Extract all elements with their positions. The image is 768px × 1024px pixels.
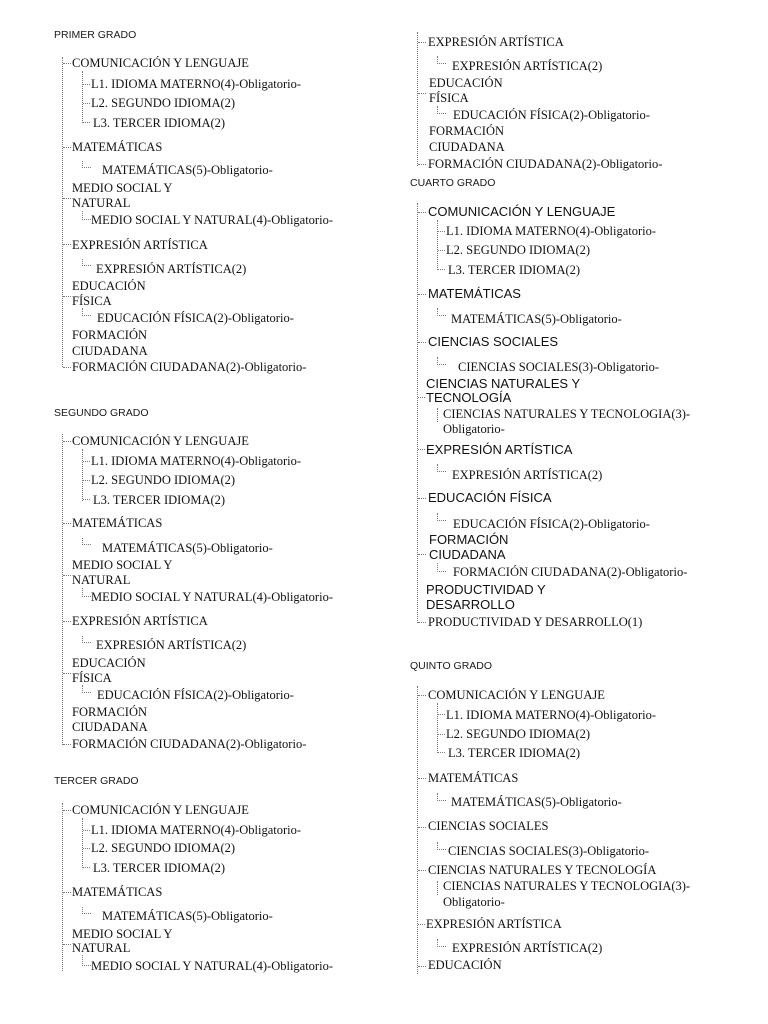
subject-medio-line1[interactable]: MEDIO SOCIAL Y <box>72 181 173 195</box>
tree-branch <box>63 673 71 674</box>
tree-branch <box>418 397 425 398</box>
tree-branch <box>83 122 90 123</box>
subject-productividad-line2[interactable]: DESARROLLO <box>426 597 515 612</box>
tree-branch <box>438 752 445 753</box>
course-l3[interactable]: L3. TERCER IDIOMA(2) <box>93 861 226 875</box>
course-naturales-line1[interactable]: CIENCIAS NATURALES Y TECNOLOGIA(3)- <box>443 407 691 421</box>
subject-expresion[interactable]: EXPRESIÓN ARTÍSTICA <box>428 35 564 49</box>
course-formacion[interactable]: FORMACIÓN CIUDADANA(2)-Obligatorio- <box>72 737 307 751</box>
course-educacion[interactable]: EDUCACIÓN FÍSICA(2)-Obligatorio- <box>97 688 294 702</box>
subject-medio-line1[interactable]: MEDIO SOCIAL Y <box>72 558 173 572</box>
course-l1[interactable]: L1. IDIOMA MATERNO(4)-Obligatorio- <box>446 224 657 238</box>
course-l3[interactable]: L3. TERCER IDIOMA(2) <box>93 116 226 130</box>
course-expresion[interactable]: EXPRESIÓN ARTÍSTICA(2) <box>452 468 603 482</box>
subject-educacion-line1[interactable]: EDUCACIÓN <box>72 656 146 670</box>
course-matematicas[interactable]: MATEMÁTICAS(5)-Obligatorio- <box>451 312 622 326</box>
tree-branch <box>63 744 71 745</box>
tree-branch <box>418 778 426 779</box>
subject-naturales-line1[interactable]: CIENCIAS NATURALES Y <box>426 376 581 391</box>
tree-elbow <box>82 308 91 316</box>
tree-sub-trunk <box>82 818 83 868</box>
tree-elbow <box>437 563 446 572</box>
subject-sociales[interactable]: CIENCIAS SOCIALES <box>428 334 559 349</box>
course-naturales-line2[interactable]: Obligatorio- <box>443 895 505 909</box>
tree-branch <box>63 244 71 245</box>
tree-trunk <box>62 803 63 971</box>
tree-elbow <box>82 211 91 220</box>
tree-elbow <box>437 408 438 422</box>
tree-elbow <box>82 161 91 168</box>
course-matematicas[interactable]: MATEMÁTICAS(5)-Obligatorio- <box>102 909 273 923</box>
tree-elbow <box>437 308 446 316</box>
tree-branch <box>418 93 426 94</box>
course-l2[interactable]: L2. SEGUNDO IDIOMA(2) <box>446 727 591 741</box>
grade-title-quinto: QUINTO GRADO <box>410 660 493 672</box>
tree-branch <box>418 966 426 967</box>
tree-branch <box>63 575 71 576</box>
tree-branch <box>418 449 425 450</box>
course-formacion[interactable]: FORMACIÓN CIUDADANA(2)-Obligatorio- <box>428 157 663 171</box>
tree-branch <box>63 63 71 64</box>
course-sociales[interactable]: CIENCIAS SOCIALES(3)-Obligatorio- <box>458 360 660 374</box>
subject-matematicas[interactable]: MATEMÁTICAS <box>428 771 519 785</box>
tree-trunk <box>417 32 418 166</box>
subject-medio-line2[interactable]: NATURAL <box>72 573 131 587</box>
subject-expresion[interactable]: EXPRESIÓN ARTÍSTICA <box>72 238 208 252</box>
course-medio[interactable]: MEDIO SOCIAL Y NATURAL(4)-Obligatorio- <box>91 590 333 604</box>
tree-branch <box>63 944 71 945</box>
tree-branch <box>418 498 426 499</box>
tree-branch <box>418 42 426 43</box>
course-formacion[interactable]: FORMACIÓN CIUDADANA(2)-Obligatorio- <box>72 360 307 374</box>
subject-educacion-line1[interactable]: EDUCACIÓN <box>429 76 503 90</box>
tree-branch <box>83 848 90 849</box>
course-productividad[interactable]: PRODUCTIVIDAD Y DESARROLLO(1) <box>428 615 643 629</box>
course-expresion[interactable]: EXPRESIÓN ARTÍSTICA(2) <box>452 941 603 955</box>
subject-formacion-line1[interactable]: FORMACIÓN <box>72 328 148 342</box>
tree-branch <box>418 695 426 696</box>
tree-branch <box>83 480 90 481</box>
subject-formacion-line1[interactable]: FORMACIÓN <box>72 705 148 719</box>
subject-formacion-line2[interactable]: CIUDADANA <box>429 140 505 154</box>
tree-branch <box>83 830 90 831</box>
subject-educacion-line2[interactable]: FÍSICA <box>72 294 112 308</box>
tree-elbow <box>437 513 446 521</box>
course-matematicas[interactable]: MATEMÁTICAS(5)-Obligatorio- <box>451 795 622 809</box>
tree-branch <box>438 734 445 735</box>
tree-branch <box>63 296 71 297</box>
subject-educacion-line2[interactable]: FÍSICA <box>72 671 112 685</box>
course-medio[interactable]: MEDIO SOCIAL Y NATURAL(4)-Obligatorio- <box>91 213 333 227</box>
tree-branch <box>438 714 445 715</box>
tree-trunk <box>417 686 418 974</box>
subject-educacion-line2[interactable]: FÍSICA <box>429 91 469 105</box>
subject-educacion-line1[interactable]: EDUCACIÓN <box>72 279 146 293</box>
tree-elbow <box>82 588 91 597</box>
course-l3[interactable]: L3. TERCER IDIOMA(2) <box>93 493 226 507</box>
subject-comunicacion[interactable]: COMUNICACIÓN Y LENGUAJE <box>428 688 605 702</box>
course-sociales[interactable]: CIENCIAS SOCIALES(3)-Obligatorio- <box>448 844 650 858</box>
course-medio[interactable]: MEDIO SOCIAL Y NATURAL(4)-Obligatorio- <box>91 959 333 973</box>
course-naturales-line1[interactable]: CIENCIAS NATURALES Y TECNOLOGIA(3)- <box>443 879 691 893</box>
tree-elbow <box>437 357 446 365</box>
tree-branch <box>438 231 445 232</box>
course-l3[interactable]: L3. TERCER IDIOMA(2) <box>448 746 581 760</box>
tree-sub-trunk <box>82 71 83 123</box>
tree-trunk <box>417 203 418 623</box>
tree-branch <box>438 269 445 270</box>
subject-expresion[interactable]: EXPRESIÓN ARTÍSTICA <box>426 917 562 931</box>
subject-formacion-line2[interactable]: CIUDADANA <box>429 547 506 562</box>
subject-educacion[interactable]: EDUCACIÓN FÍSICA <box>428 490 552 505</box>
tree-elbow <box>437 842 446 850</box>
tree-trunk <box>62 434 63 745</box>
tree-branch <box>418 164 426 165</box>
tree-elbow <box>82 538 91 545</box>
tree-elbow <box>82 636 91 643</box>
tree-branch <box>83 103 90 104</box>
subject-matematicas[interactable]: MATEMÁTICAS <box>72 516 163 530</box>
tree-branch <box>418 870 426 871</box>
course-l1[interactable]: L1. IDIOMA MATERNO(4)-Obligatorio- <box>446 708 657 722</box>
tree-branch <box>83 867 90 868</box>
tree-branch <box>418 827 426 828</box>
subject-formacion-line1[interactable]: FORMACIÓN <box>429 532 509 547</box>
subject-formacion-line2[interactable]: CIUDADANA <box>72 344 148 358</box>
tree-branch <box>63 198 71 199</box>
course-l2[interactable]: L2. SEGUNDO IDIOMA(2) <box>91 473 236 487</box>
tree-sub-trunk <box>437 703 438 753</box>
tree-branch <box>63 621 71 622</box>
tree-branch <box>83 84 90 85</box>
tree-branch <box>83 461 90 462</box>
course-educacion[interactable]: EDUCACIÓN FÍSICA(2)-Obligatorio- <box>453 108 650 122</box>
course-l2[interactable]: L2. SEGUNDO IDIOMA(2) <box>91 96 236 110</box>
subject-formacion-line1[interactable]: FORMACIÓN <box>429 124 505 138</box>
tree-elbow <box>437 881 438 895</box>
grade-title-cuarto: CUARTO GRADO <box>410 177 496 189</box>
subject-comunicacion[interactable]: COMUNICACIÓN Y LENGUAJE <box>72 434 249 448</box>
subject-matematicas[interactable]: MATEMÁTICAS <box>72 885 163 899</box>
subject-matematicas[interactable]: MATEMÁTICAS <box>72 140 163 154</box>
tree-trunk <box>62 57 63 367</box>
subject-sociales[interactable]: CIENCIAS SOCIALES <box>428 819 549 833</box>
tree-sub-trunk <box>437 220 438 270</box>
course-expresion[interactable]: EXPRESIÓN ARTÍSTICA(2) <box>96 638 247 652</box>
subject-educacion[interactable]: EDUCACIÓN <box>428 958 502 972</box>
tree-branch <box>418 212 426 213</box>
course-expresion[interactable]: EXPRESIÓN ARTÍSTICA(2) <box>452 59 603 73</box>
tree-branch <box>418 554 426 555</box>
tree-branch <box>83 499 90 500</box>
grade-title-tercero: TERCER GRADO <box>54 775 139 787</box>
tree-branch <box>418 294 426 295</box>
tree-branch <box>418 342 426 343</box>
subject-medio-line1[interactable]: MEDIO SOCIAL Y <box>72 927 173 941</box>
course-educacion[interactable]: EDUCACIÓN FÍSICA(2)-Obligatorio- <box>97 311 294 325</box>
course-l2[interactable]: L2. SEGUNDO IDIOMA(2) <box>446 243 591 257</box>
course-formacion[interactable]: FORMACIÓN CIUDADANA(2)-Obligatorio- <box>453 565 688 579</box>
course-l3[interactable]: L3. TERCER IDIOMA(2) <box>448 263 581 277</box>
subject-medio-line2[interactable]: NATURAL <box>72 196 131 210</box>
subject-comunicacion[interactable]: COMUNICACIÓN Y LENGUAJE <box>72 56 249 70</box>
subject-naturales-line2[interactable]: TECNOLOGÍA <box>426 390 512 405</box>
tree-branch <box>418 924 425 925</box>
tree-elbow <box>437 793 446 801</box>
subject-comunicacion[interactable]: COMUNICACIÓN Y LENGUAJE <box>428 204 616 219</box>
course-l1[interactable]: L1. IDIOMA MATERNO(4)-Obligatorio- <box>91 823 302 837</box>
subject-comunicacion[interactable]: COMUNICACIÓN Y LENGUAJE <box>72 803 249 817</box>
tree-elbow <box>82 685 91 693</box>
course-matematicas[interactable]: MATEMÁTICAS(5)-Obligatorio- <box>102 541 273 555</box>
tree-branch <box>63 147 71 148</box>
tree-elbow <box>437 464 446 472</box>
tree-elbow <box>82 259 91 266</box>
course-expresion[interactable]: EXPRESIÓN ARTÍSTICA(2) <box>96 262 247 276</box>
tree-elbow <box>437 106 446 114</box>
tree-elbow <box>437 56 446 64</box>
tree-elbow <box>437 939 446 947</box>
tree-branch <box>63 810 71 811</box>
subject-expresion[interactable]: EXPRESIÓN ARTÍSTICA <box>426 442 573 457</box>
subject-productividad-line1[interactable]: PRODUCTIVIDAD Y <box>426 582 546 597</box>
subject-matematicas[interactable]: MATEMÁTICAS <box>428 286 521 301</box>
subject-formacion-line2[interactable]: CIUDADANA <box>72 720 148 734</box>
course-l2[interactable]: L2. SEGUNDO IDIOMA(2) <box>91 841 236 855</box>
course-matematicas[interactable]: MATEMÁTICAS(5)-Obligatorio- <box>102 163 273 177</box>
tree-elbow <box>82 955 91 966</box>
tree-branch <box>418 622 426 623</box>
course-educacion[interactable]: EDUCACIÓN FÍSICA(2)-Obligatorio- <box>453 517 650 531</box>
subject-medio-line2[interactable]: NATURAL <box>72 941 131 955</box>
tree-branch <box>63 441 71 442</box>
course-naturales-line2[interactable]: Obligatorio- <box>443 422 505 436</box>
grade-title-segundo: SEGUNDO GRADO <box>54 407 149 419</box>
grade-title-primer: PRIMER GRADO <box>54 29 137 41</box>
tree-elbow <box>82 907 91 914</box>
tree-branch <box>438 250 445 251</box>
tree-branch <box>63 892 71 893</box>
tree-branch <box>63 523 71 524</box>
course-l1[interactable]: L1. IDIOMA MATERNO(4)-Obligatorio- <box>91 454 302 468</box>
course-l1[interactable]: L1. IDIOMA MATERNO(4)-Obligatorio- <box>91 77 302 91</box>
tree-sub-trunk <box>82 449 83 501</box>
subject-naturales[interactable]: CIENCIAS NATURALES Y TECNOLOGÍA <box>428 863 657 877</box>
subject-expresion[interactable]: EXPRESIÓN ARTÍSTICA <box>72 614 208 628</box>
tree-branch <box>63 367 71 368</box>
